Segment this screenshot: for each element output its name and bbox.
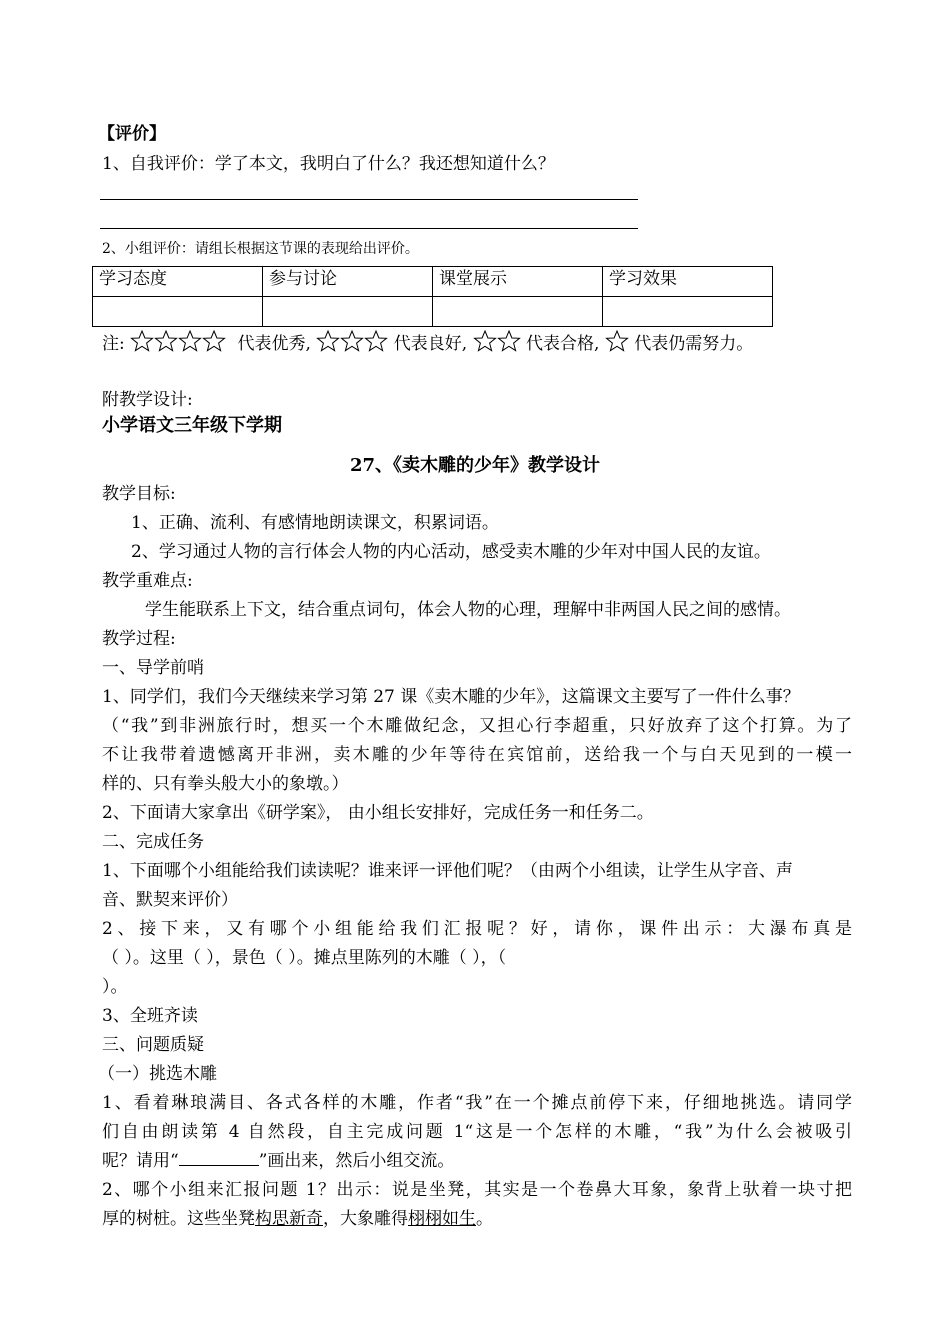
note-good: 代表良好, <box>393 334 468 354</box>
eval-heading: 【评价】 <box>98 124 166 144</box>
s3-paragraph-line: 2、哪个小组来汇报问题 1？出示：说是坐凳，其实是一个卷鼻大耳象，象背上驮着一块寸把 <box>102 1180 852 1200</box>
note-prefix: 注: <box>102 334 125 354</box>
s2-paragraph-line: 1、下面哪个小组能给我们读读呢？谁来评一评他们呢？（由两个小组读，让学生从字音、声 <box>102 861 793 881</box>
table-header-cell: 参与讨论 <box>263 267 433 297</box>
underlined-phrase: 构思新奇 <box>255 1209 323 1229</box>
star-icon <box>130 329 154 353</box>
self-eval-question: 1、自我评价：学了本文，我明白了什么？我还想知道什么？ <box>102 154 555 174</box>
s3-text: 呢？请用“ <box>102 1151 179 1171</box>
s3-text: ”画出来，然后小组交流。 <box>258 1151 455 1171</box>
section-2-heading: 二、完成任务 <box>102 832 204 852</box>
s3-text: ，大象雕得 <box>323 1209 408 1229</box>
underline-blank <box>179 1150 259 1166</box>
table-cell <box>603 297 773 327</box>
star-group-1 <box>605 334 634 354</box>
underlined-phrase: 栩栩如生 <box>408 1209 476 1229</box>
table-row <box>93 297 773 327</box>
s3-text: 厚的树桩。这些坐凳 <box>102 1209 255 1229</box>
table-cell <box>93 297 263 327</box>
section-3-heading: 三、问题质疑 <box>102 1035 204 1055</box>
star-group-2 <box>473 334 526 354</box>
s1-paragraph-line: 1、同学们，我们今天继续来学习第 27 课《卖木雕的少年》，这篇课文主要写了一件什么事？ <box>102 687 800 707</box>
s1-paragraph-line: 不让我带着遗憾离开非洲，卖木雕的少年等待在宾馆前，送给我一个与白天见到的一模一 <box>102 745 852 765</box>
goal-2: 2、学习通过人物的言行体会人物的内心活动，感受卖木雕的少年对中国人民的友谊。 <box>131 542 771 562</box>
rating-legend <box>102 329 852 356</box>
star-group-4 <box>130 334 231 354</box>
s2-paragraph-line: 2、接下来，又有哪个小组能给我们汇报呢？好，请你，课件出示：大瀑布真是 <box>102 919 852 939</box>
s1-paragraph-line: （“我”到非洲旅行时，想买一个木雕做纪念，又担心行李超重，只好放弃了这个打算。为了 <box>102 716 852 736</box>
s1-paragraph-2: 2、下面请大家拿出《研学案》， 由小组长安排好，完成任务一和任务二。 <box>102 803 654 823</box>
star-icon <box>497 329 521 353</box>
answer-line-2 <box>100 228 638 229</box>
s2-paragraph-line: ）。 <box>102 977 128 997</box>
section-1-heading: 一、导学前哨 <box>102 658 204 678</box>
s3-paragraph-line <box>102 1149 852 1173</box>
star-icon <box>473 329 497 353</box>
answer-line-1 <box>100 199 638 200</box>
design-title: 27、《卖木雕的少年》教学设计 <box>349 455 601 476</box>
note-pass: 代表合格, <box>525 334 600 354</box>
star-icon <box>364 329 388 353</box>
table-header-cell: 学习态度 <box>93 267 263 297</box>
appendix-label: 附教学设计: <box>102 390 193 410</box>
star-icon <box>178 329 202 353</box>
s3-paragraph-line: 们自由朗读第 4 自然段，自主完成问题 1“这是一个怎样的木雕，“我”为什么会被吸引 <box>102 1122 852 1142</box>
goals-label: 教学目标: <box>102 484 176 504</box>
difficulty-text: 学生能联系上下文，结合重点词句，体会人物的心理，理解中非两国人民之间的感情。 <box>145 600 791 620</box>
process-label: 教学过程: <box>102 629 176 649</box>
s2-paragraph-3: 3、全班齐读 <box>102 1006 198 1026</box>
s3-paragraph-line: 1、看着琳琅满目、各式各样的木雕，作者“我”在一个摊点前停下来，仔细地挑选。请同学 <box>102 1093 852 1113</box>
table-cell <box>433 297 603 327</box>
s2-paragraph-line: （ ）。这里（ ），景色（ ）。摊点里陈列的木雕（ ），（ <box>102 948 507 968</box>
table-header-cell: 课堂展示 <box>433 267 603 297</box>
table-header-row <box>93 267 773 297</box>
s2-paragraph-line: 音、默契来评价） <box>102 890 238 910</box>
table-header-cell: 学习效果 <box>603 267 773 297</box>
star-icon <box>316 329 340 353</box>
evaluation-table <box>92 266 773 327</box>
star-icon <box>202 329 226 353</box>
grade-heading: 小学语文三年级下学期 <box>102 415 282 436</box>
star-icon <box>340 329 364 353</box>
difficulty-label: 教学重难点: <box>102 571 193 591</box>
section-3-subheading: （一）挑选木雕 <box>98 1064 217 1084</box>
group-eval-instruction: 2、小组评价：请组长根据这节课的表现给出评价。 <box>102 241 419 257</box>
table-cell <box>263 297 433 327</box>
note-excellent: 代表优秀, <box>237 334 311 354</box>
star-group-3 <box>316 334 393 354</box>
s1-paragraph-line: 样的、只有拳头般大小的象墩。） <box>102 774 349 794</box>
note-effort: 代表仍需努力。 <box>634 334 754 354</box>
star-icon <box>605 329 629 353</box>
star-icon <box>154 329 178 353</box>
s3-paragraph-line <box>102 1207 852 1231</box>
s3-text: 。 <box>476 1209 493 1229</box>
goal-1: 1、正确、流利、有感情地朗读课文，积累词语。 <box>131 513 499 533</box>
